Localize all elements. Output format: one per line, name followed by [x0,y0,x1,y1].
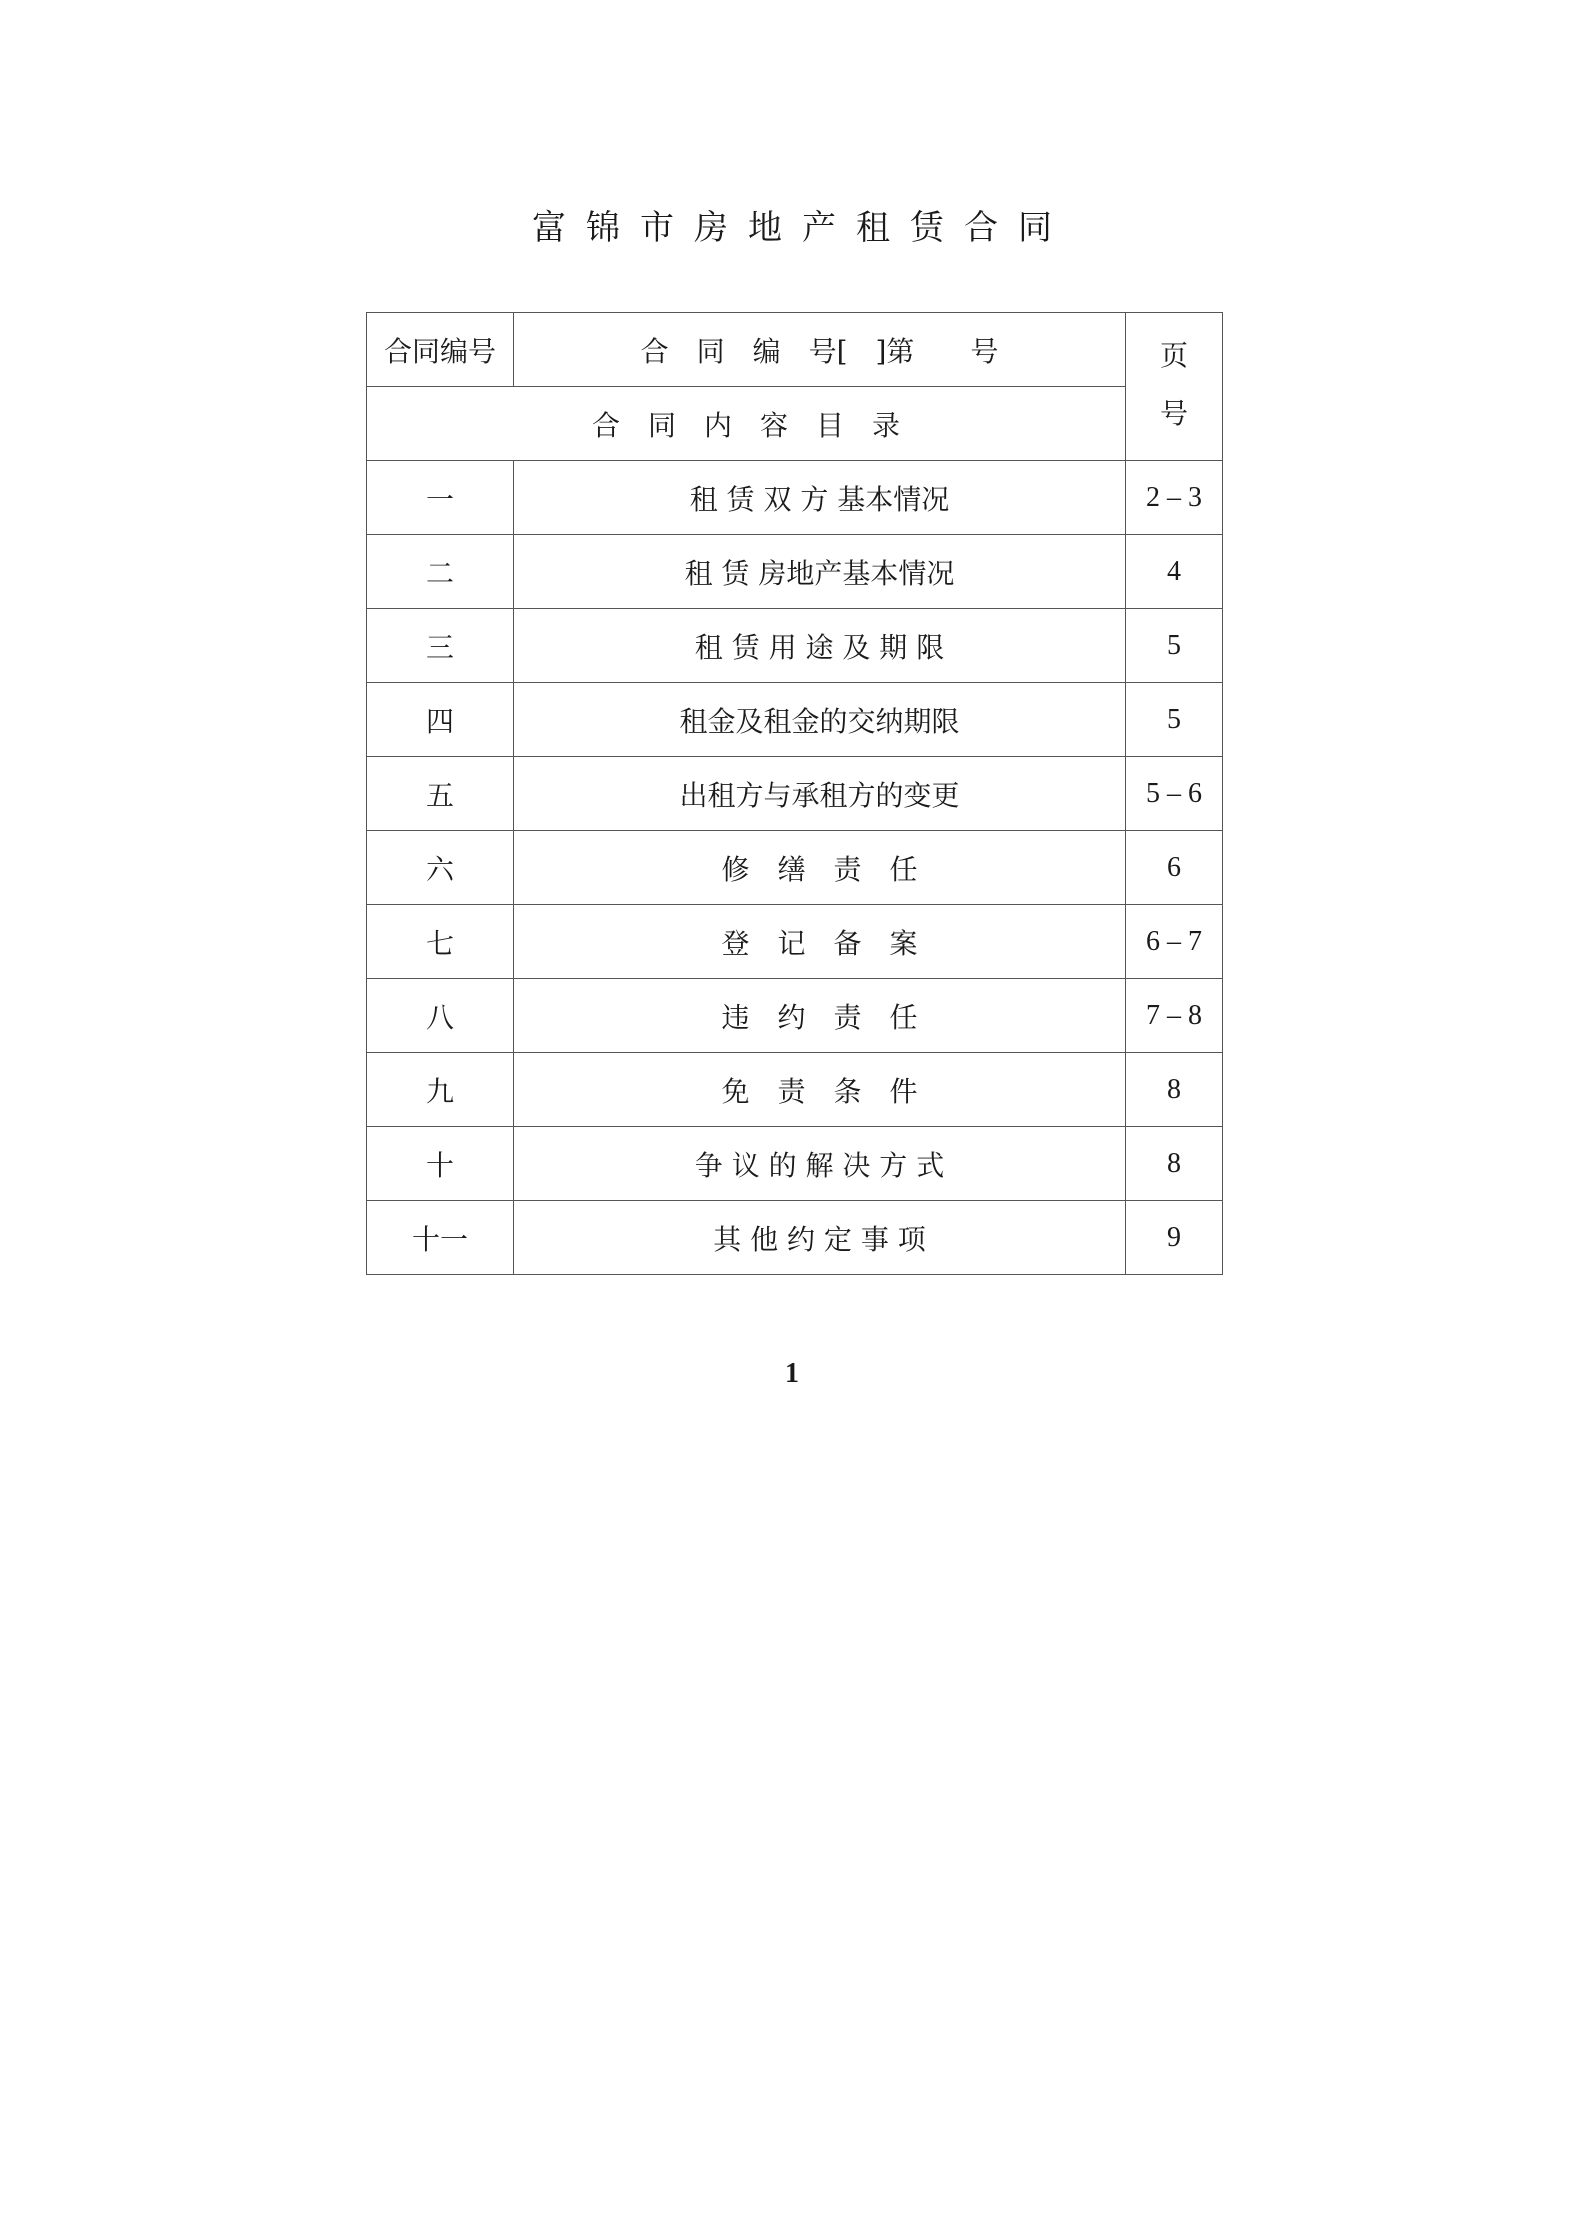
toc-heading-row [367,387,1223,461]
section-title: 租 赁 双 方 基本情况 [514,461,1126,535]
section-pages: 5 [1126,683,1223,757]
table-row [367,757,1223,831]
section-pages: 5 – 6 [1126,757,1223,831]
contract-number-label: 合同编号 [367,313,514,387]
section-title: 租金及租金的交纳期限 [514,683,1126,757]
section-pages: 8 [1126,1053,1223,1127]
table-row [367,535,1223,609]
section-title: 租 赁 用 途 及 期 限 [514,609,1126,683]
document-title: 富锦市房地产租赁合同 [532,208,1072,248]
page-header-line-1: 页 [1159,339,1188,372]
table-row [367,831,1223,905]
contract-number-row [367,313,1223,387]
table-row [367,1127,1223,1201]
table-row [367,461,1223,535]
section-number: 八 [367,979,514,1053]
page-header [1126,313,1223,461]
section-title: 免 责 条 件 [514,1053,1126,1127]
section-pages: 8 [1126,1127,1223,1201]
contract-number-value: 合 同 编 号[ ]第 号 [514,313,1126,387]
page-number: 1 [785,1358,799,1389]
section-number: 五 [367,757,514,831]
section-number: 七 [367,905,514,979]
table-row [367,1201,1223,1275]
section-pages: 6 [1126,831,1223,905]
table-row [367,1053,1223,1127]
table-row [367,905,1223,979]
section-number: 九 [367,1053,514,1127]
section-pages: 9 [1126,1201,1223,1275]
table-row [367,609,1223,683]
section-number: 一 [367,461,514,535]
section-title: 其 他 约 定 事 项 [514,1201,1126,1275]
section-title: 违 约 责 任 [514,979,1126,1053]
section-pages: 2 – 3 [1126,461,1223,535]
section-title: 修 缮 责 任 [514,831,1126,905]
section-number: 二 [367,535,514,609]
page-header-line-2: 号 [1159,397,1188,430]
section-title: 登 记 备 案 [514,905,1126,979]
table-row [367,979,1223,1053]
section-pages: 7 – 8 [1126,979,1223,1053]
contents-table [366,312,1223,1275]
section-number: 十一 [367,1201,514,1275]
section-title: 争 议 的 解 决 方 式 [514,1127,1126,1201]
toc-heading: 合 同 内 容 目 录 [367,387,1126,461]
section-number: 四 [367,683,514,757]
section-pages: 6 – 7 [1126,905,1223,979]
section-title: 租 赁 房地产基本情况 [514,535,1126,609]
section-number: 三 [367,609,514,683]
section-number: 六 [367,831,514,905]
section-number: 十 [367,1127,514,1201]
table-row [367,683,1223,757]
section-pages: 5 [1126,609,1223,683]
section-pages: 4 [1126,535,1223,609]
section-title: 出租方与承租方的变更 [514,757,1126,831]
